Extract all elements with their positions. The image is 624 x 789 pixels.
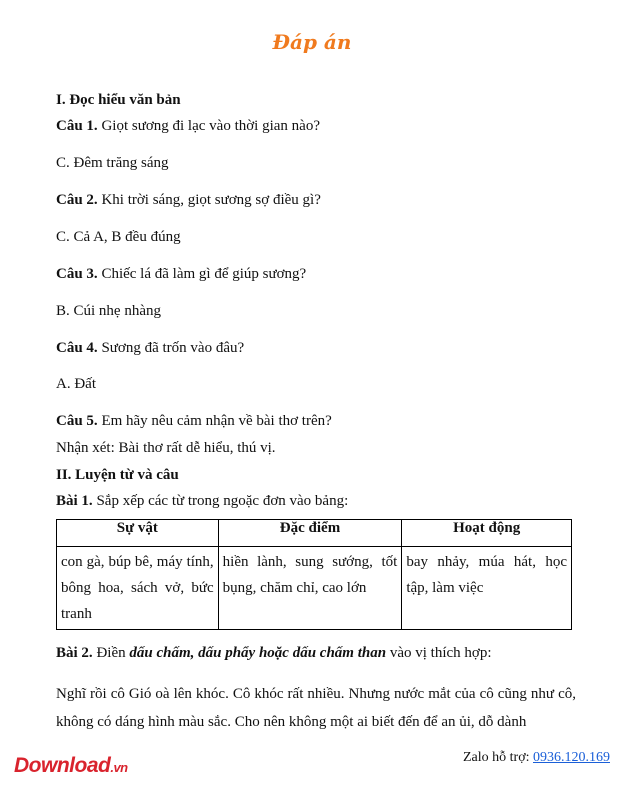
exercise-label: Bài 2. — [56, 645, 93, 661]
question-4 — [56, 340, 244, 357]
table-cell: bay nhảy, múa hát, học tập, làm việc — [402, 547, 572, 630]
support-label: Zalo hỗ trợ: — [463, 750, 533, 765]
table-header-row — [57, 520, 572, 547]
exercise-text: Điền — [92, 645, 130, 661]
section1-heading: I. Đọc hiểu văn bản — [56, 92, 181, 108]
question-label: Câu 5. — [56, 413, 98, 429]
table-cell: con gà, búp bê, máy tính, bông hoa, sách vở, bức tranh — [57, 547, 219, 630]
question-5 — [56, 413, 332, 430]
table-header: Đặc điểm — [218, 520, 402, 547]
answer-3: B. Cúi nhẹ nhàng — [56, 303, 161, 319]
answer-4: A. Đất — [56, 376, 96, 392]
question-text: Giọt sương đi lạc vào thời gian nào? — [97, 118, 320, 134]
word-classification-table — [56, 519, 572, 630]
question-label: Câu 4. — [56, 340, 98, 356]
table-header: Sự vật — [57, 520, 219, 547]
question-label: Câu 3. — [56, 266, 98, 282]
exercise-label: Bài 1. — [56, 493, 93, 509]
download-logo[interactable] — [14, 754, 128, 778]
question-text: Khi trời sáng, giọt sương sợ điều gì? — [97, 192, 321, 208]
question-1 — [56, 118, 320, 135]
logo-suffix: .vn — [110, 760, 128, 775]
question-label: Câu 1. — [56, 118, 98, 134]
question-3 — [56, 266, 306, 283]
support-contact — [463, 750, 610, 766]
exercise-emphasis: dấu chấm, dấu phẩy hoặc dấu chấm than — [129, 645, 387, 661]
logo-main: Download — [14, 754, 111, 777]
page-title: Đáp án — [272, 30, 352, 54]
table-row — [57, 547, 572, 630]
question-text: Sương đã trốn vào đâu? — [97, 340, 245, 356]
exercise-2 — [56, 645, 492, 662]
answer-5: Nhận xét: Bài thơ rất dễ hiểu, thú vị. — [56, 440, 276, 456]
question-2 — [56, 192, 321, 209]
question-text: Chiếc lá đã làm gì để giúp sương? — [97, 266, 307, 282]
question-label: Câu 2. — [56, 192, 98, 208]
table-header: Hoạt động — [402, 520, 572, 547]
exercise-1 — [56, 493, 348, 510]
support-phone-link[interactable]: 0936.120.169 — [533, 750, 610, 765]
answer-1: C. Đêm trăng sáng — [56, 155, 169, 171]
section2-heading: II. Luyện từ và câu — [56, 467, 179, 483]
exercise-paragraph: Nghĩ rồi cô Gió oà lên khóc. Cô khóc rất nhiều. Nhưng nước mắt của cô cũng như cô, không có dáng hình màu sắc. Cho nên không một ai biết đến để an ủi, dỗ dành — [56, 686, 576, 730]
answer-2: C. Cả A, B đều đúng — [56, 229, 181, 245]
table-cell: hiền lành, sung sướng, tốt bụng, chăm chỉ, cao lớn — [218, 547, 402, 630]
exercise-text: vào vị thích hợp: — [386, 645, 492, 661]
exercise-text: Sắp xếp các từ trong ngoặc đơn vào bảng: — [92, 493, 349, 509]
question-text: Em hãy nêu cảm nhận về bài thơ trên? — [97, 413, 332, 429]
